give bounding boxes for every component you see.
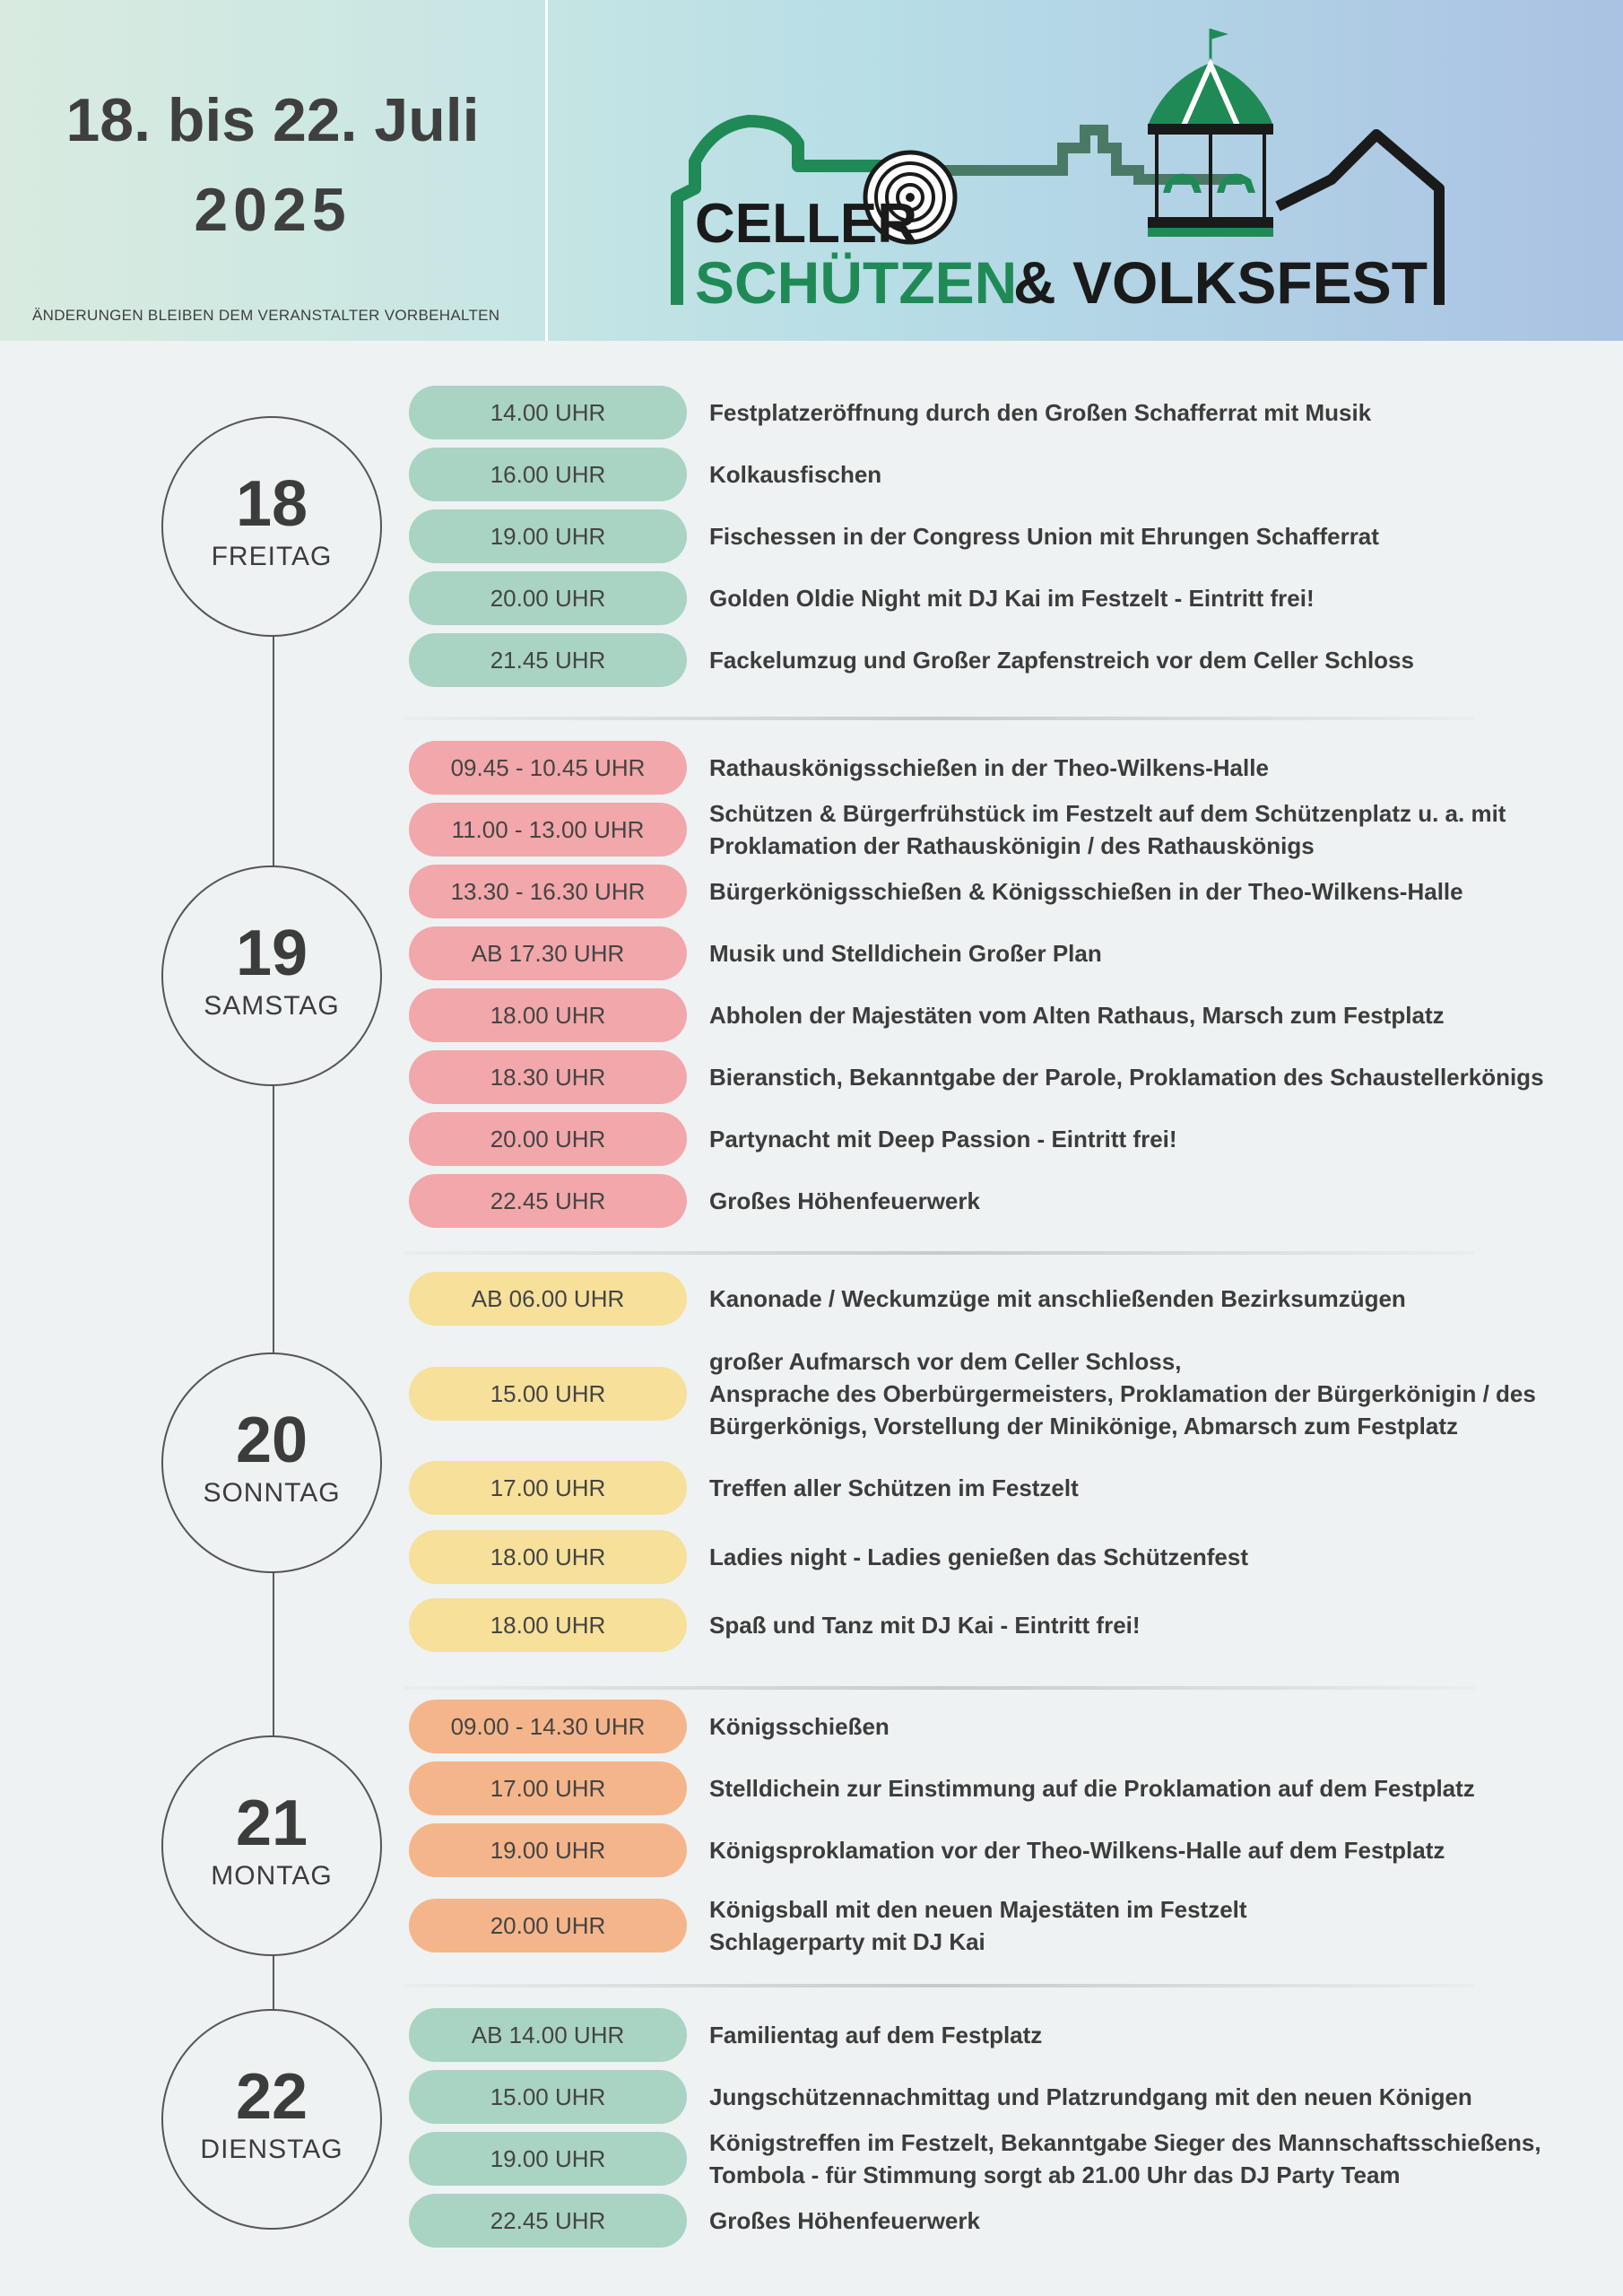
event-description: großer Aufmarsch vor dem Celler Schloss, xyxy=(709,1348,1182,1375)
day-number: 20 xyxy=(235,1405,308,1476)
day-name: FREITAG xyxy=(211,542,333,571)
day-circle-22 xyxy=(161,2009,382,2230)
day-number: 21 xyxy=(235,1787,308,1859)
logo-word-volksfest: & VOLKSFEST xyxy=(1013,249,1428,316)
day-separator xyxy=(404,1686,1475,1690)
event-description: Treffen aller Schützen im Festzelt xyxy=(709,1474,1079,1501)
event-description: Spaß und Tanz mit DJ Kai - Eintritt frei! xyxy=(709,1612,1141,1639)
time-pill: 19.00 UHR xyxy=(409,509,687,563)
time-pill: 09.45 - 10.45 UHR xyxy=(409,741,687,795)
day-number: 18 xyxy=(235,468,308,540)
event-description: Königsball mit den neuen Majestäten im Festzelt xyxy=(709,1896,1247,1923)
event-description: Stelldichein zur Einstimmung auf die Proklamation auf dem Festplatz xyxy=(709,1775,1475,1802)
time-pill: AB 06.00 UHR xyxy=(409,1272,687,1326)
day-separator xyxy=(404,1984,1475,1987)
carousel-icon xyxy=(1148,29,1273,237)
time-pill: 15.00 UHR xyxy=(409,2070,687,2124)
time-pill: 20.00 UHR xyxy=(409,1899,687,1952)
event-description: Großes Höhenfeuerwerk xyxy=(709,2207,980,2234)
event-description: Abholen der Majestäten vom Alten Rathaus, Marsch zum Festplatz xyxy=(709,1002,1445,1029)
time-pill: 09.00 - 14.30 UHR xyxy=(409,1700,687,1753)
logo-word-celler: CELLER xyxy=(695,193,917,255)
event-description: Tombola - für Stimmung sorgt ab 21.00 Uhr das DJ Party Team xyxy=(709,2161,1401,2188)
time-pill: 21.45 UHR xyxy=(409,633,687,687)
time-pill: 19.00 UHR xyxy=(409,1823,687,1877)
header-divider xyxy=(545,0,548,341)
event-description: Königsschießen xyxy=(709,1713,890,1740)
day-number: 19 xyxy=(235,918,308,989)
time-pill: 17.00 UHR xyxy=(409,1761,687,1815)
day-name: SONNTAG xyxy=(203,1478,341,1508)
event-description: Proklamation der Rathauskönigin / des Rathauskönigs xyxy=(709,832,1315,859)
event-description: Königstreffen im Festzelt, Bekanntgabe Sieger des Mannschaftsschießens, xyxy=(709,2129,1541,2156)
time-pill: 18.30 UHR xyxy=(409,1050,687,1104)
event-description: Bieranstich, Bekanntgabe der Parole, Proklamation des Schaustellerkönigs xyxy=(709,1064,1544,1091)
time-pill: 19.00 UHR xyxy=(409,2132,687,2186)
event-description: Bürgerkönigsschießen & Königsschießen in der Theo-Wilkens-Halle xyxy=(709,878,1463,905)
event-description: Königsproklamation vor der Theo-Wilkens-Halle auf dem Festplatz xyxy=(709,1837,1445,1864)
event-description: Fischessen in der Congress Union mit Ehrungen Schafferrat xyxy=(709,523,1379,550)
day-circle-19 xyxy=(161,865,382,1086)
event-description: Bürgerkönigs, Vorstellung der Minikönige, Abmarsch zum Festplatz xyxy=(709,1413,1459,1439)
event-description: Ladies night - Ladies genießen das Schützenfest xyxy=(709,1544,1248,1570)
time-pill: 18.00 UHR xyxy=(409,1598,687,1652)
time-pill: 18.00 UHR xyxy=(409,988,687,1042)
event-description: Jungschützennachmittag und Platzrundgang mit den neuen Königen xyxy=(709,2083,1472,2110)
event-description: Großes Höhenfeuerwerk xyxy=(709,1187,980,1214)
event-description: Partynacht mit Deep Passion - Eintritt frei! xyxy=(709,1126,1177,1152)
event-description: Kolkausfischen xyxy=(709,461,882,488)
date-year: 2025 xyxy=(194,176,352,244)
event-description: Kanonade / Weckumzüge mit anschließenden Bezirksumzügen xyxy=(709,1285,1406,1312)
time-pill: 13.30 - 16.30 UHR xyxy=(409,865,687,918)
event-description: Fackelumzug und Großer Zapfenstreich vor dem Celler Schloss xyxy=(709,647,1414,674)
time-pill: 20.00 UHR xyxy=(409,1112,687,1166)
day-separator xyxy=(404,1251,1475,1255)
event-description: Festplatzeröffnung durch den Großen Schafferrat mit Musik xyxy=(709,399,1372,426)
day-name: DIENSTAG xyxy=(200,2135,343,2164)
event-description: Rathauskönigsschießen in der Theo-Wilkens-Halle xyxy=(709,754,1269,781)
time-pill: 11.00 - 13.00 UHR xyxy=(409,803,687,857)
day-separator xyxy=(404,717,1475,720)
day-circle-20 xyxy=(161,1352,382,1573)
time-pill: 17.00 UHR xyxy=(409,1461,687,1515)
time-pill: 18.00 UHR xyxy=(409,1530,687,1584)
day-circle-18 xyxy=(161,416,382,637)
event-description: Schlagerparty mit DJ Kai xyxy=(709,1928,985,1955)
day-name: MONTAG xyxy=(211,1861,333,1891)
event-description: Schützen & Bürgerfrühstück im Festzelt auf dem Schützenplatz u. a. mit xyxy=(709,800,1506,827)
time-pill: AB 17.30 UHR xyxy=(409,926,687,980)
time-pill: 22.45 UHR xyxy=(409,1174,687,1228)
time-pill: 22.45 UHR xyxy=(409,2194,687,2248)
event-description: Musik und Stelldichein Großer Plan xyxy=(709,940,1102,967)
event-description: Ansprache des Oberbürgermeisters, Proklamation der Bürgerkönigin / des xyxy=(709,1380,1536,1407)
time-pill: 16.00 UHR xyxy=(409,448,687,501)
disclaimer: ÄNDERUNGEN BLEIBEN DEM VERANSTALTER VORBEHALTEN xyxy=(32,307,500,324)
time-pill: 14.00 UHR xyxy=(409,386,687,439)
day-number: 22 xyxy=(235,2061,308,2133)
event-description: Golden Oldie Night mit DJ Kai im Festzelt - Eintritt frei! xyxy=(709,585,1315,612)
time-pill: AB 14.00 UHR xyxy=(409,2008,687,2062)
day-name: SAMSTAG xyxy=(204,991,340,1021)
festival-logo xyxy=(650,18,1547,323)
logo-word-schuetzen: SCHÜTZEN xyxy=(695,249,1018,316)
time-pill: 15.00 UHR xyxy=(409,1367,687,1421)
date-range: 18. bis 22. Juli xyxy=(65,86,480,154)
day-circle-21 xyxy=(161,1735,382,1956)
time-pill: 20.00 UHR xyxy=(409,571,687,625)
event-description: Familientag auf dem Festplatz xyxy=(709,2022,1043,2048)
